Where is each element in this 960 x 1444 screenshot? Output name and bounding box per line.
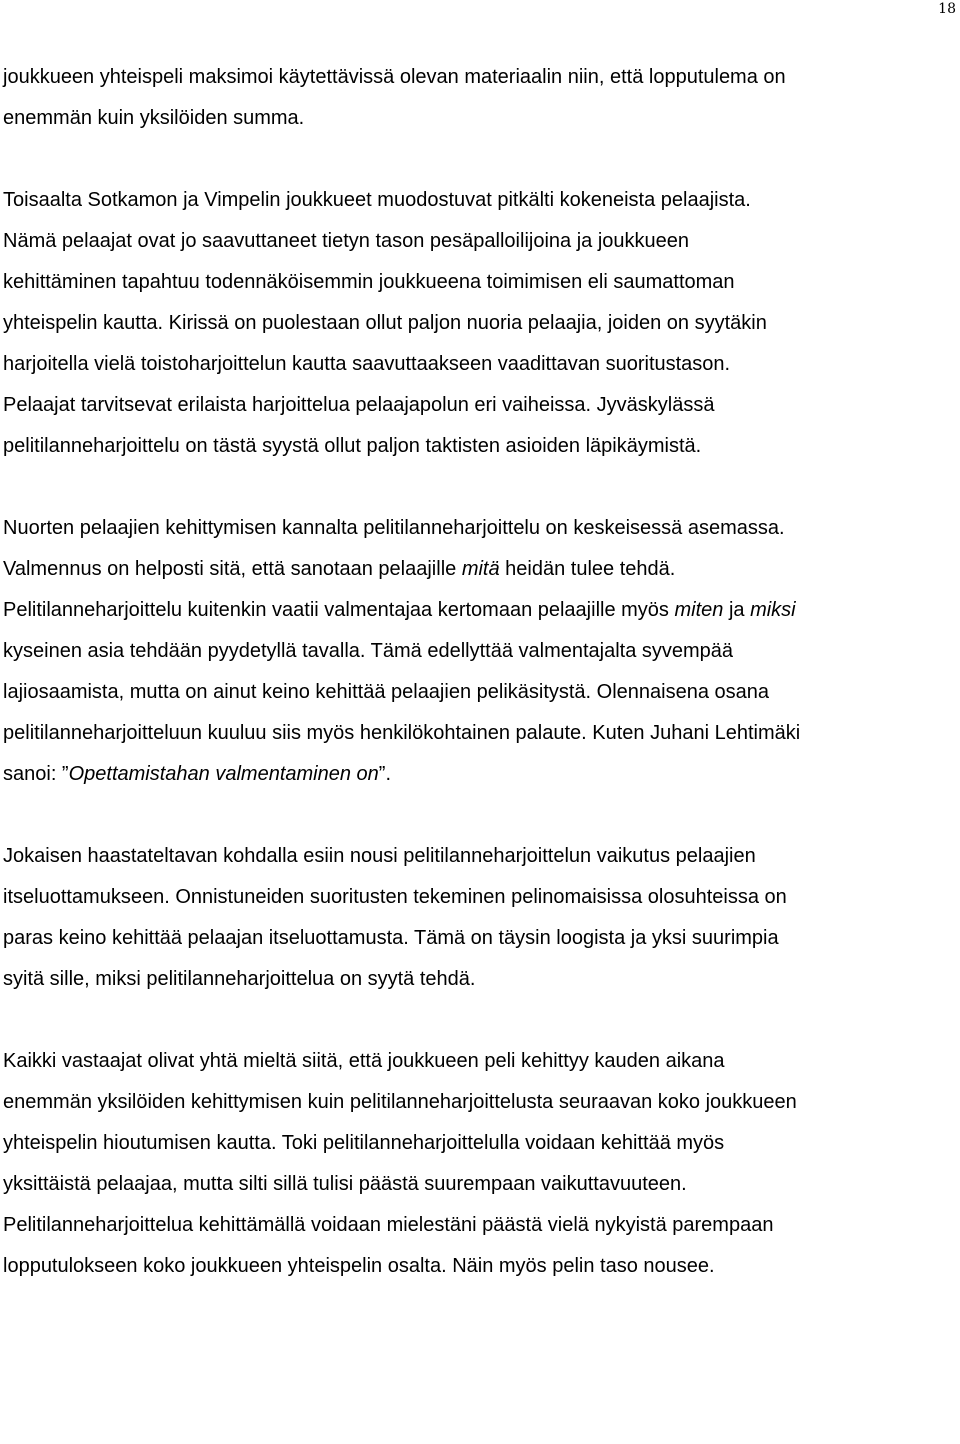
- text-run: ja: [723, 599, 751, 621]
- text-line: syitä sille, miksi pelitilanneharjoittelua on syytä tehdä.: [3, 968, 476, 990]
- text-run: Pelitilanneharjoittelu kuitenkin vaatii valmentajaa kertomaan pelaajille myös: [3, 599, 675, 621]
- text-line: yhteispelin hioutumisen kautta. Toki pelitilanneharjoittelulla voidaan kehittää myös: [3, 1132, 725, 1154]
- text-line: kehittäminen tapahtuu todennäköisemmin joukkueena toimimisen eli saumattoman: [3, 271, 735, 293]
- text-line: enemmän kuin yksilöiden summa.: [3, 107, 305, 129]
- text-line: yksittäistä pelaajaa, mutta silti sillä tulisi päästä suurempaan vaikuttavuuteen.: [3, 1173, 687, 1195]
- text-line: lopputulokseen koko joukkueen yhteispelin osalta. Näin myös pelin taso nousee.: [3, 1255, 715, 1277]
- text-line: Nämä pelaajat ovat jo saavuttaneet tietyn tason pesäpalloilijoina ja joukkueen: [3, 230, 690, 252]
- text-run: sanoi: ”: [3, 763, 69, 785]
- text-line: Toisaalta Sotkamon ja Vimpelin joukkueet muodostuvat pitkälti kokeneista pelaajista.: [3, 189, 751, 211]
- emphasis: miten: [674, 599, 724, 621]
- emphasis: mitä: [461, 558, 500, 580]
- text-line: Pelaajat tarvitsevat erilaista harjoittelua pelaajapolun eri vaiheissa. Jyväskylässä: [3, 394, 715, 416]
- text-line: itseluottamukseen. Onnistuneiden suoritusten tekeminen pelinomaisissa olosuhteissa on: [3, 886, 787, 908]
- quotation: Opettamistahan valmentaminen on: [68, 763, 379, 785]
- text-line: joukkueen yhteispeli maksimoi käytettävissä olevan materiaalin niin, että lopputulema on: [3, 66, 786, 88]
- paragraph: [3, 57, 955, 139]
- text-line: Kaikki vastaajat olivat yhtä mieltä siitä, että joukkueen peli kehittyy kauden aikana: [3, 1050, 725, 1072]
- text-line: paras keino kehittää pelaajan itseluottamusta. Tämä on täysin loogista ja yksi suurimpia: [3, 927, 779, 949]
- text-line: Jokaisen haastateltavan kohdalla esiin nousi pelitilanneharjoittelun vaikutus pelaajien: [3, 845, 756, 867]
- text-line: [3, 590, 955, 631]
- page-number: 18: [938, 1, 956, 17]
- text-line: [3, 549, 955, 590]
- text-line: kyseinen asia tehdään pyydetyllä tavalla. Tämä edellyttää valmentajalta syvempää: [3, 640, 734, 662]
- text-line: enemmän yksilöiden kehittymisen kuin pelitilanneharjoittelusta seuraavan koko joukkueen: [3, 1091, 797, 1113]
- document-body: [3, 57, 955, 1287]
- text-line: lajiosaamista, mutta on ainut keino kehittää pelaajien pelikäsitystä. Olennaisena osana: [3, 681, 770, 703]
- paragraph: [3, 508, 955, 795]
- text-run: ”.: [378, 763, 391, 785]
- text-line: pelitilanneharjoittelu on tästä syystä ollut paljon taktisten asioiden läpikäymistä.: [3, 435, 702, 457]
- text-line: harjoitella vielä toistoharjoittelun kautta saavuttaakseen vaadittavan suoritustason.: [3, 353, 731, 375]
- text-line: yhteispelin kautta. Kirissä on puolestaan ollut paljon nuoria pelaajia, joiden on syytäkin: [3, 312, 767, 334]
- text-line: pelitilanneharjoitteluun kuuluu siis myös henkilökohtainen palaute. Kuten Juhani Lehtimäki: [3, 722, 801, 744]
- text-run: heidän tulee tehdä.: [499, 558, 676, 580]
- paragraph: [3, 836, 955, 1000]
- text-line: [3, 754, 955, 795]
- paragraph: [3, 1041, 955, 1287]
- text-run: Valmennus on helposti sitä, että sanotaan pelaajille: [3, 558, 462, 580]
- text-line: Nuorten pelaajien kehittymisen kannalta pelitilanneharjoittelu on keskeisessä asemassa.: [3, 517, 785, 539]
- text-line: Pelitilanneharjoittelua kehittämällä voidaan mielestäni päästä vielä nykyistä parempaan: [3, 1214, 774, 1236]
- emphasis: miksi: [750, 599, 796, 621]
- paragraph: [3, 180, 955, 467]
